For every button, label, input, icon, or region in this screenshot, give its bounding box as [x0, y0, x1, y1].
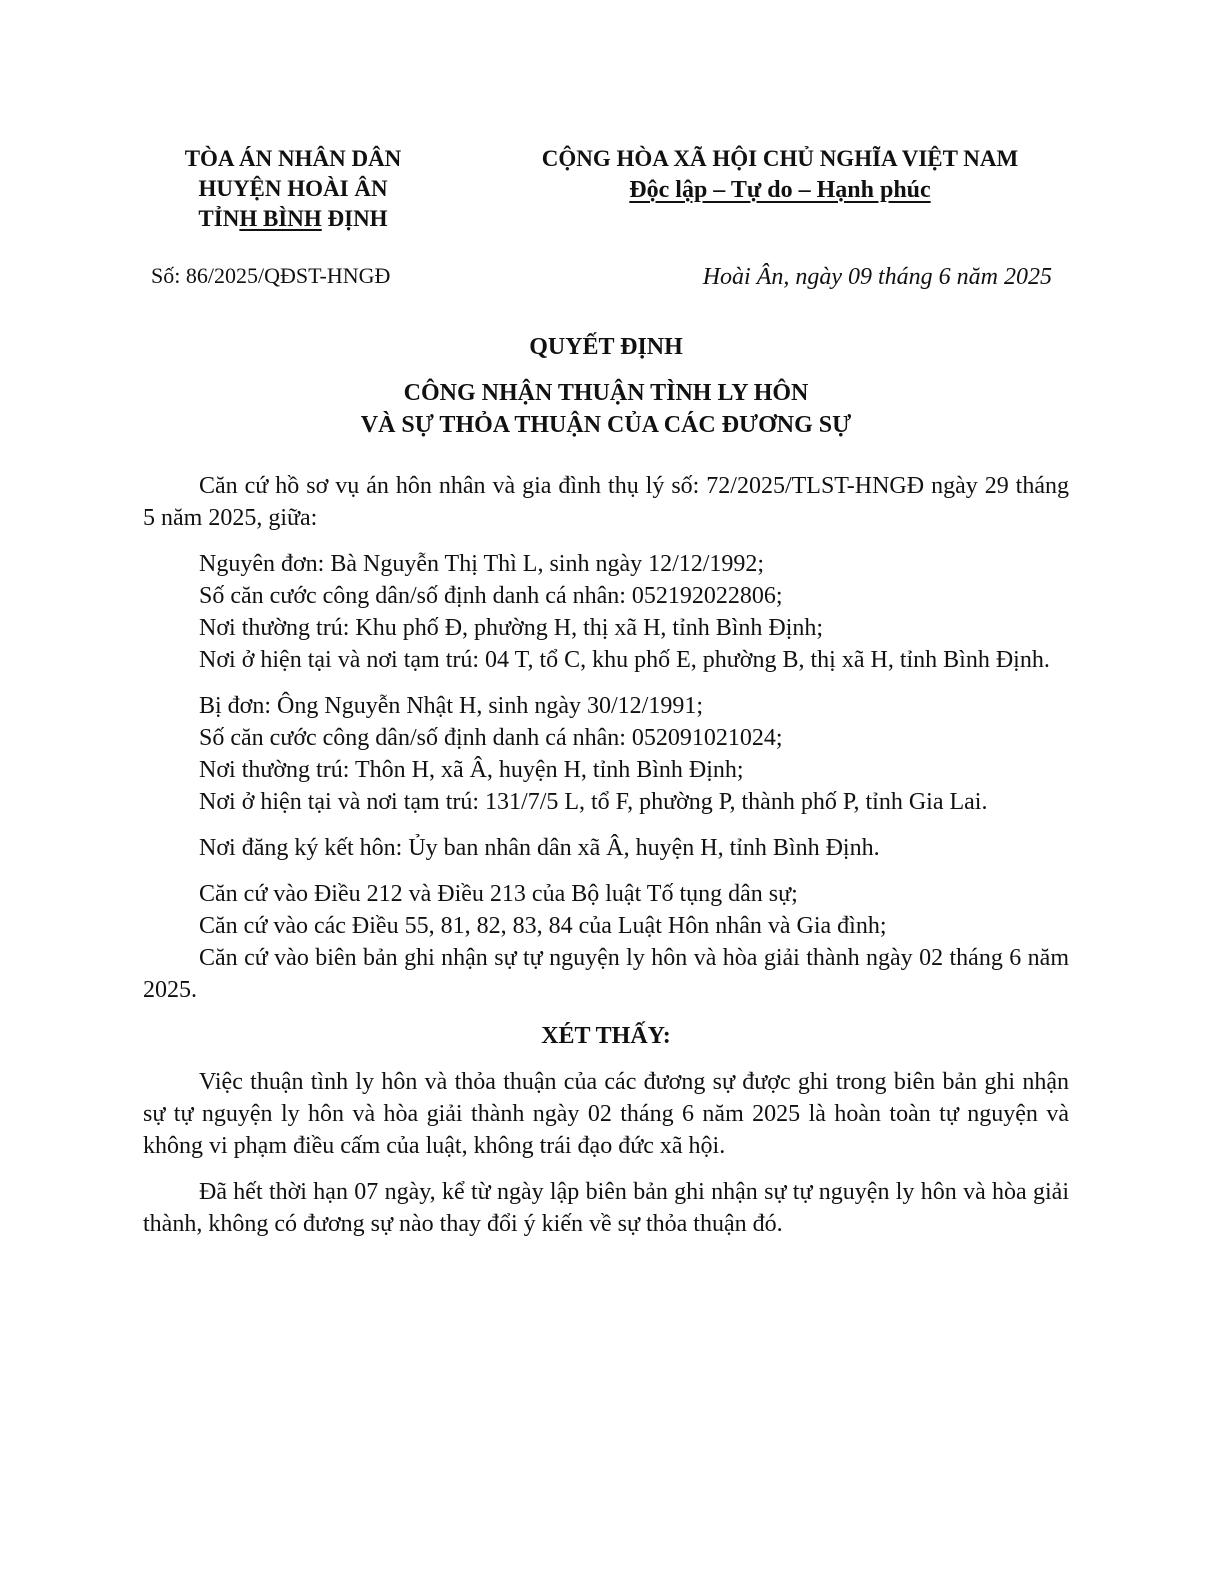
- title-line-1: QUYẾT ĐỊNH: [529, 334, 683, 360]
- defendant-id: Số căn cước công dân/số định danh cá nhân: 052091021024;: [199, 725, 783, 751]
- plaintiff-current-address: Nơi ở hiện tại và nơi tạm trú: 04 T, tổ C, khu phố E, phường B, thị xã H, tỉnh Bình Định.: [199, 647, 1050, 673]
- plaintiff-id: Số căn cước công dân/số định danh cá nhân: 052192022806;: [199, 583, 783, 609]
- court-line-3: [143, 204, 443, 234]
- title-line-2: CÔNG NHẬN THUẬN TÌNH LY HÔN: [403, 380, 809, 406]
- national-heading-block: [500, 143, 1060, 206]
- case-basis-paragraph: Căn cứ hồ sơ vụ án hôn nhân và gia đình thụ lý số: 72/2025/TLST-HNGĐ ngày 29 tháng 5 năm 2025, giữa:: [143, 473, 1069, 531]
- legal-basis-1: Căn cứ vào Điều 212 và Điều 213 của Bộ luật Tố tụng dân sự;: [199, 881, 798, 907]
- court-line-2: HUYỆN HOÀI ÂN: [198, 176, 388, 201]
- court-line-3-suffix: ĐỊNH: [321, 206, 388, 231]
- plaintiff-permanent-address: Nơi thường trú: Khu phố Đ, phường H, thị xã H, tỉnh Bình Định;: [199, 615, 824, 641]
- plaintiff-name: Nguyên đơn: Bà Nguyễn Thị Thì L, sinh ngày 12/12/1992;: [199, 551, 765, 577]
- document-title-block: [143, 332, 1069, 444]
- defendant-name: Bị đơn: Ông Nguyễn Nhật H, sinh ngày 30/12/1991;: [199, 693, 703, 719]
- legal-basis-3: Căn cứ vào biên bản ghi nhận sự tự nguyện ly hôn và hòa giải thành ngày 02 tháng 6 năm 2025.: [143, 945, 1069, 1003]
- court-line-3-underlined: H BÌNH: [239, 206, 322, 231]
- defendant-permanent-address: Nơi thường trú: Thôn H, xã Â, huyện H, tỉnh Bình Định;: [199, 757, 744, 783]
- document-number: Số: 86/2025/QĐST-HNGĐ: [151, 263, 391, 288]
- court-line-3-prefix: TỈN: [198, 206, 240, 231]
- court-line-1: TÒA ÁN NHÂN DÂN: [184, 146, 402, 171]
- nation-motto: Độc lập – Tự do – Hạnh phúc: [629, 177, 931, 203]
- marriage-registration-place: Nơi đăng ký kết hôn: Ủy ban nhân dân xã Â, huyện H, tỉnh Bình Định.: [199, 835, 880, 861]
- legal-basis-2: Căn cứ vào các Điều 55, 81, 82, 83, 84 của Luật Hôn nhân và Gia đình;: [199, 913, 887, 939]
- document-body: [143, 470, 1069, 1240]
- title-line-3: VÀ SỰ THỎA THUẬN CỦA CÁC ĐƯƠNG SỰ: [360, 412, 852, 438]
- finding-paragraph-2: Đã hết thời hạn 07 ngày, kể từ ngày lập biên bản ghi nhận sự tự nguyện ly hôn và hòa giải thành, không có đương sự nào thay đổi ý kiến về sự thỏa thuận đó.: [143, 1179, 1069, 1237]
- court-name-block: [143, 144, 443, 234]
- document-date: Hoài Ân, ngày 09 tháng 6 năm 2025: [702, 264, 1052, 290]
- defendant-current-address: Nơi ở hiện tại và nơi tạm trú: 131/7/5 L, tổ F, phường P, thành phố P, tỉnh Gia Lai.: [199, 789, 988, 815]
- nation-name: CỘNG HÒA XÃ HỘI CHỦ NGHĨA VIỆT NAM: [541, 146, 1019, 171]
- finding-paragraph-1: Việc thuận tình ly hôn và thỏa thuận của các đương sự được ghi trong biên bản ghi nhận sự tự nguyện ly hôn và hòa giải thành ngày 02 tháng 6 năm 2025 là hoàn toàn tự nguyện và không vi phạm điều cấm của luật, không trái đạo đức xã hội.: [143, 1069, 1069, 1159]
- findings-heading: XÉT THẤY:: [541, 1023, 671, 1049]
